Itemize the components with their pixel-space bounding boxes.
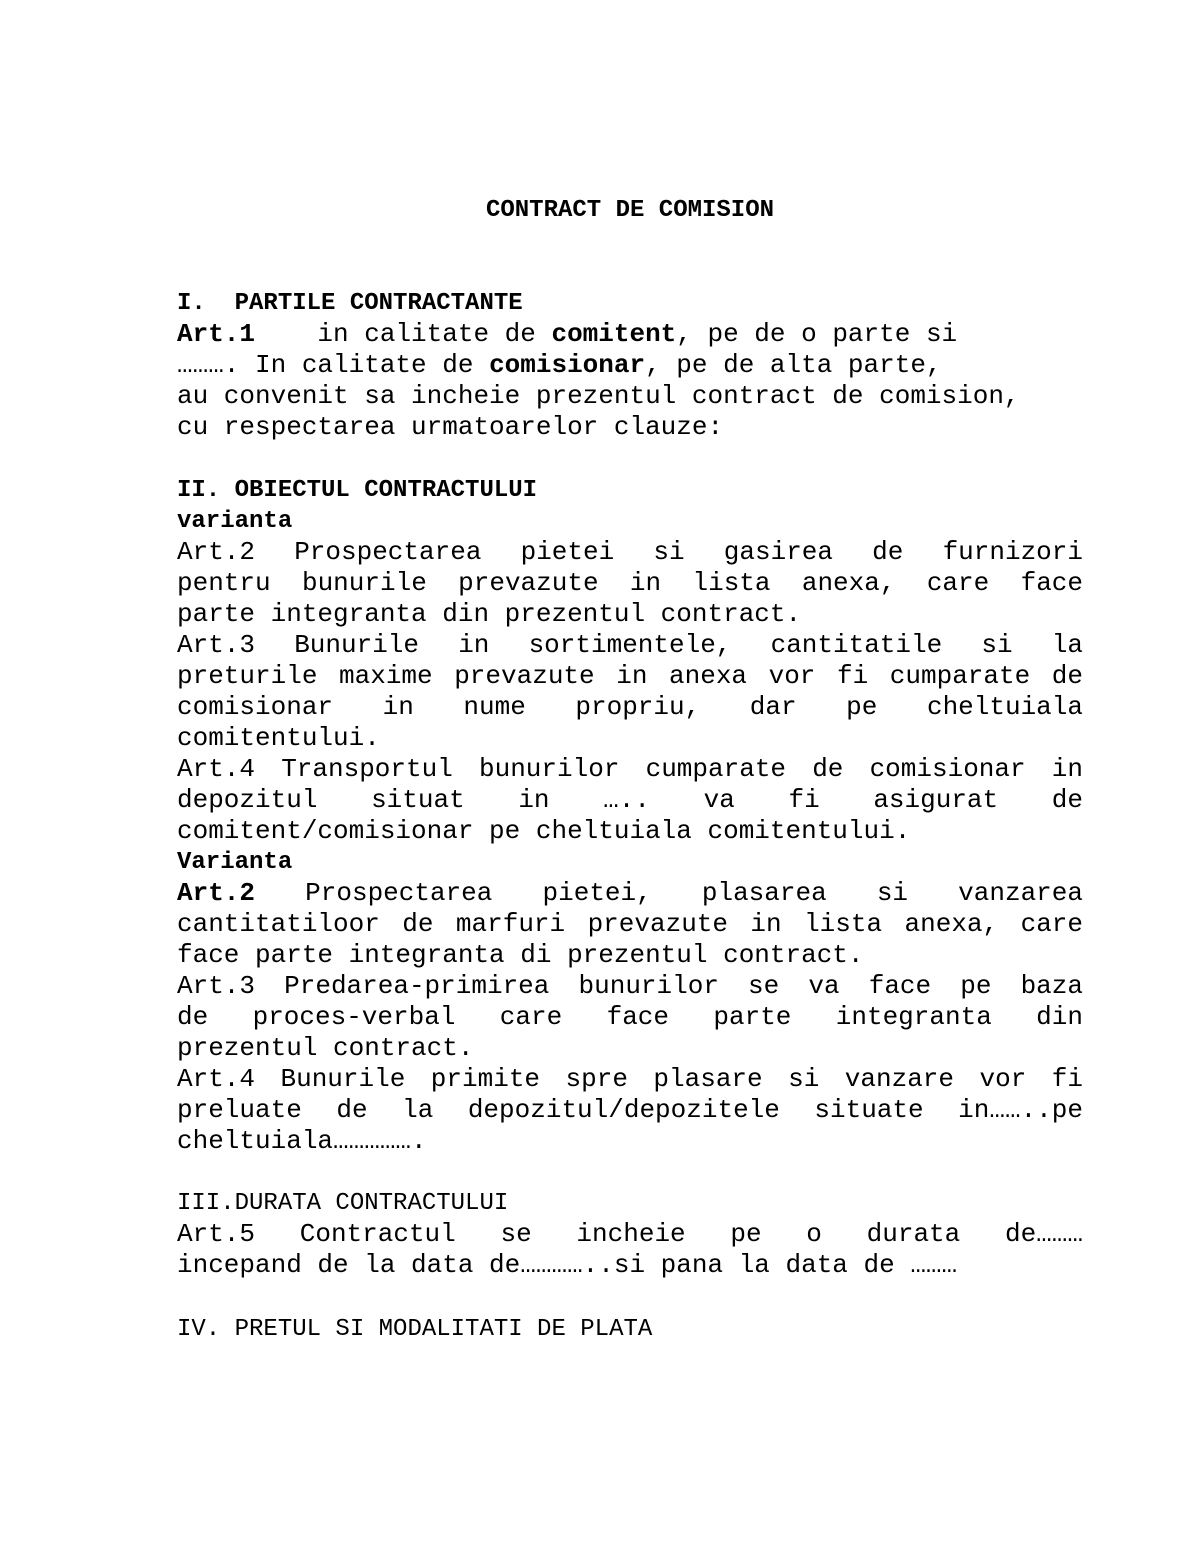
v1-art2-line-2: pentru bunurile prevazute in lista anexa, care face xyxy=(177,568,1083,598)
v2-art3-line-3: prezentul contract. xyxy=(177,1033,474,1063)
v2-art3-line-2: de proces-verbal care face parte integranta din xyxy=(177,1002,1083,1032)
v2-art4-line-3: cheltuiala……………. xyxy=(177,1126,427,1156)
v1-art2-line-3: parte integranta din prezentul contract. xyxy=(177,599,802,629)
v2-art4-line-2: preluate de la depozitul/depozitele situate in……..pe xyxy=(177,1095,1083,1125)
section-4-heading: IV. PRETUL SI MODALITATI DE PLATA xyxy=(177,1316,653,1343)
v1-art3-line-1: Art.3 Bunurile in sortimentele, cantitatile si la xyxy=(177,630,1083,660)
art1-line2-b: , pe de alta parte, xyxy=(645,350,942,380)
art1-comitent: comitent xyxy=(551,319,677,349)
art1-line-2 xyxy=(177,350,1083,381)
v2-art2-line-3: face parte integranta di prezentul contract. xyxy=(177,940,864,970)
art5-line-1: Art.5 Contractul se incheie pe o durata de……… xyxy=(177,1219,1083,1249)
art1-comisionar: comisionar xyxy=(489,350,646,380)
section-3-heading: III.DURATA CONTRACTULUI xyxy=(177,1190,509,1217)
art5-line-2: incepand de la data de…………..si pana la data de ……… xyxy=(177,1250,958,1280)
section-2-heading: II. OBIECTUL CONTRACTULUI xyxy=(177,477,538,504)
art1-line-4: cu respectarea urmatoarelor clauze: xyxy=(177,412,724,442)
v2-art2-line-2: cantitatiloor de marfuri prevazute in lista anexa, care xyxy=(177,909,1083,939)
document-title: CONTRACT DE COMISION xyxy=(485,197,775,224)
v1-art4-line-1: Art.4 Transportul bunurilor cumparate de comisionar in xyxy=(177,754,1083,784)
v2-art4-line-1: Art.4 Bunurile primite spre plasare si vanzare vor fi xyxy=(177,1064,1083,1094)
section-1-heading: I. PARTILE CONTRACTANTE xyxy=(177,290,523,317)
v2-art2-line-1 xyxy=(177,878,1083,909)
v1-art3-line-3: comisionar in nume propriu, dar pe cheltuiala xyxy=(177,692,1083,722)
art1-label: Art.1 xyxy=(177,319,256,349)
variant-2-label: Varianta xyxy=(177,849,293,876)
art1-line-1 xyxy=(177,319,1083,350)
v1-art3-line-4: comitentului. xyxy=(177,723,380,753)
v2-art2-label: Art.2 xyxy=(177,878,256,908)
v1-art2-line-1: Art.2 Prospectarea pietei si gasirea de furnizori xyxy=(177,537,1083,567)
v2-art3-line-1: Art.3 Predarea-primirea bunurilor se va face pe baza xyxy=(177,971,1083,1001)
art1-line-3: au convenit sa incheie prezentul contract de comision, xyxy=(177,381,1020,411)
v1-art4-line-2: depozitul situat in ….. va fi asigurat de xyxy=(177,785,1083,815)
v1-art3-line-2: preturile maxime prevazute in anexa vor fi cumparate de xyxy=(177,661,1083,691)
v1-art4-line-3: comitent/comisionar pe cheltuiala comitentului. xyxy=(177,816,911,846)
v2-art2-line-1-rest: Prospectarea pietei, plasarea si vanzarea xyxy=(305,878,1083,908)
art1-line2-a: ………. In calitate de xyxy=(177,350,490,380)
art1-text-b: , pe de o parte si xyxy=(676,319,958,349)
art1-text-a: in calitate de xyxy=(255,319,552,349)
variant-1-label: varianta xyxy=(177,508,293,535)
